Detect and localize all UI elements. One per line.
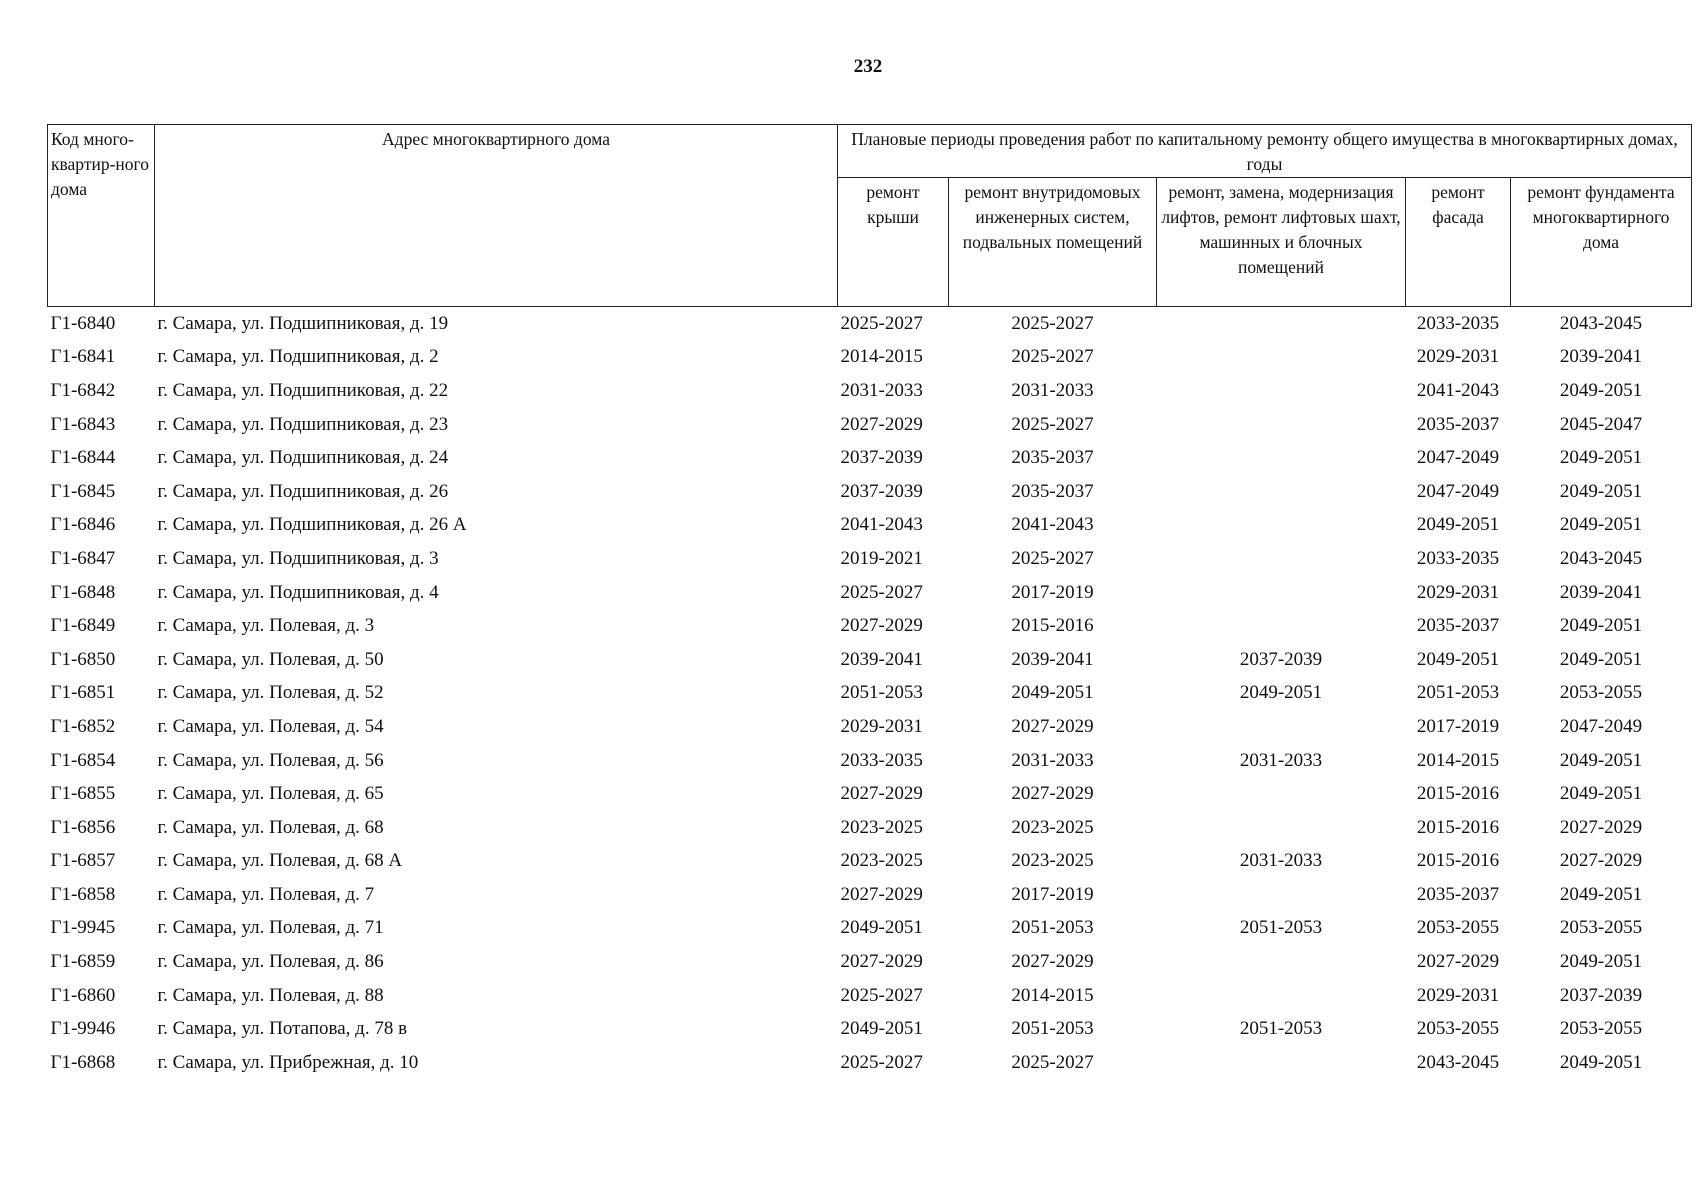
cell-code: Г1-6849 bbox=[50, 615, 116, 637]
cell-address: г. Самара, ул. Подшипниковая, д. 2 bbox=[157, 346, 439, 368]
cell-roof: 2027-2029 bbox=[840, 783, 923, 805]
cell-roof: 2027-2029 bbox=[840, 883, 923, 905]
cell-engineering: 2027-2029 bbox=[1011, 951, 1094, 973]
table-row bbox=[48, 811, 1692, 845]
cell-foundation: 2049-2051 bbox=[1559, 1051, 1643, 1073]
cell-facade: 2015-2016 bbox=[1416, 816, 1500, 838]
cell-roof: 2039-2041 bbox=[840, 648, 923, 670]
cell-roof: 2051-2053 bbox=[840, 682, 923, 704]
cell-address: г. Самара, ул. Полевая, д. 54 bbox=[157, 715, 384, 737]
cell-foundation: 2049-2051 bbox=[1559, 379, 1643, 401]
cell-foundation: 2049-2051 bbox=[1559, 951, 1643, 973]
cell-engineering: 2025-2027 bbox=[1011, 547, 1094, 569]
header-periods-group: Плановые периоды проведения работ по капитальному ремонту общего имущества в многоквартирных домах, годы bbox=[838, 125, 1692, 178]
cell-address: г. Самара, ул. Подшипниковая, д. 3 bbox=[157, 547, 439, 569]
cell-elevator bbox=[1157, 374, 1406, 408]
cell-code: Г1-6843 bbox=[50, 413, 116, 435]
cell-engineering: 2031-2033 bbox=[1011, 379, 1094, 401]
cell-code: Г1-6856 bbox=[50, 816, 116, 838]
cell-engineering: 2025-2027 bbox=[1011, 413, 1094, 435]
cell-roof: 2049-2051 bbox=[840, 917, 923, 939]
cell-facade: 2017-2019 bbox=[1416, 715, 1500, 737]
cell-roof: 2041-2043 bbox=[840, 514, 923, 536]
cell-elevator bbox=[1157, 341, 1406, 375]
cell-address: г. Самара, ул. Полевая, д. 88 bbox=[157, 984, 384, 1006]
cell-code: Г1-9945 bbox=[50, 917, 116, 939]
cell-elevator: 2049-2051 bbox=[1239, 682, 1323, 704]
cell-foundation: 2049-2051 bbox=[1559, 883, 1643, 905]
cell-foundation: 2049-2051 bbox=[1559, 615, 1643, 637]
cell-foundation: 2049-2051 bbox=[1559, 648, 1643, 670]
table-row bbox=[48, 341, 1692, 375]
cell-code: Г1-6857 bbox=[50, 850, 116, 872]
header-address: Адрес многоквартирного дома bbox=[155, 125, 838, 307]
page-number: 232 bbox=[853, 56, 883, 77]
cell-code: Г1-6860 bbox=[50, 984, 116, 1006]
cell-engineering: 2041-2043 bbox=[1011, 514, 1094, 536]
cell-code: Г1-6854 bbox=[50, 749, 116, 771]
cell-facade: 2035-2037 bbox=[1416, 615, 1500, 637]
cell-facade: 2049-2051 bbox=[1416, 648, 1500, 670]
cell-roof: 2029-2031 bbox=[840, 715, 923, 737]
cell-elevator bbox=[1157, 1046, 1406, 1080]
cell-facade: 2051-2053 bbox=[1416, 682, 1500, 704]
cell-roof: 2027-2029 bbox=[840, 413, 923, 435]
cell-engineering: 2051-2053 bbox=[1011, 1018, 1094, 1040]
cell-code: Г1-6868 bbox=[50, 1051, 116, 1073]
cell-address: г. Самара, ул. Полевая, д. 68 А bbox=[157, 850, 403, 872]
cell-facade: 2029-2031 bbox=[1416, 984, 1500, 1006]
cell-facade: 2041-2043 bbox=[1416, 379, 1500, 401]
cell-elevator bbox=[1157, 509, 1406, 543]
cell-foundation: 2049-2051 bbox=[1559, 514, 1643, 536]
cell-facade: 2047-2049 bbox=[1416, 480, 1500, 502]
cell-address: г. Самара, ул. Подшипниковая, д. 26 bbox=[157, 480, 449, 502]
cell-facade: 2049-2051 bbox=[1416, 514, 1500, 536]
cell-foundation: 2049-2051 bbox=[1559, 447, 1643, 469]
table-row bbox=[48, 979, 1692, 1013]
cell-engineering: 2017-2019 bbox=[1011, 883, 1094, 905]
cell-elevator bbox=[1157, 576, 1406, 610]
header-elevator: ремонт, замена, модернизация лифтов, ремонт лифтовых шахт, машинных и блочных помещений bbox=[1157, 178, 1406, 307]
cell-facade: 2053-2055 bbox=[1416, 917, 1500, 939]
header-facade: ремонт фасада bbox=[1406, 178, 1511, 307]
cell-facade: 2033-2035 bbox=[1416, 547, 1500, 569]
cell-elevator: 2051-2053 bbox=[1239, 917, 1323, 939]
cell-engineering: 2035-2037 bbox=[1011, 480, 1094, 502]
cell-foundation: 2047-2049 bbox=[1559, 715, 1643, 737]
table-row bbox=[48, 878, 1692, 912]
cell-facade: 2035-2037 bbox=[1416, 413, 1500, 435]
header-code: Код много-квартир-ного дома bbox=[48, 125, 155, 307]
cell-foundation: 2037-2039 bbox=[1559, 984, 1643, 1006]
cell-facade: 2015-2016 bbox=[1416, 783, 1500, 805]
cell-code: Г1-6851 bbox=[50, 682, 116, 704]
cell-code: Г1-6840 bbox=[50, 312, 116, 334]
cell-facade: 2029-2031 bbox=[1416, 346, 1500, 368]
cell-engineering: 2027-2029 bbox=[1011, 783, 1094, 805]
cell-engineering: 2035-2037 bbox=[1011, 447, 1094, 469]
cell-engineering: 2025-2027 bbox=[1011, 346, 1094, 368]
cell-address: г. Самара, ул. Полевая, д. 52 bbox=[157, 682, 384, 704]
cell-facade: 2029-2031 bbox=[1416, 581, 1500, 603]
table-row bbox=[48, 1012, 1692, 1046]
cell-address: г. Самара, ул. Подшипниковая, д. 4 bbox=[157, 581, 439, 603]
cell-address: г. Самара, ул. Подшипниковая, д. 26 А bbox=[157, 514, 467, 536]
cell-address: г. Самара, ул. Полевая, д. 56 bbox=[157, 749, 384, 771]
cell-code: Г1-6859 bbox=[50, 951, 116, 973]
cell-elevator: 2031-2033 bbox=[1239, 850, 1323, 872]
cell-roof: 2023-2025 bbox=[840, 850, 923, 872]
cell-address: г. Самара, ул. Полевая, д. 71 bbox=[157, 917, 384, 939]
cell-engineering: 2031-2033 bbox=[1011, 749, 1094, 771]
cell-address: г. Самара, ул. Подшипниковая, д. 19 bbox=[157, 312, 449, 334]
cell-foundation: 2053-2055 bbox=[1559, 682, 1643, 704]
cell-roof: 2027-2029 bbox=[840, 615, 923, 637]
header-foundation: ремонт фундамента многоквартирного дома bbox=[1511, 178, 1692, 307]
cell-address: г. Самара, ул. Подшипниковая, д. 24 bbox=[157, 447, 449, 469]
cell-foundation: 2049-2051 bbox=[1559, 480, 1643, 502]
cell-code: Г1-6848 bbox=[50, 581, 116, 603]
cell-roof: 2023-2025 bbox=[840, 816, 923, 838]
cell-address: г. Самара, ул. Полевая, д. 68 bbox=[157, 816, 384, 838]
cell-foundation: 2039-2041 bbox=[1559, 346, 1643, 368]
cell-roof: 2025-2027 bbox=[840, 984, 923, 1006]
cell-code: Г1-6850 bbox=[50, 648, 116, 670]
cell-elevator bbox=[1157, 408, 1406, 442]
cell-roof: 2033-2035 bbox=[840, 749, 923, 771]
cell-roof: 2037-2039 bbox=[840, 447, 923, 469]
cell-engineering: 2049-2051 bbox=[1011, 682, 1094, 704]
cell-elevator: 2037-2039 bbox=[1239, 648, 1323, 670]
cell-code: Г1-6845 bbox=[50, 480, 116, 502]
cell-address: г. Самара, ул. Полевая, д. 7 bbox=[157, 883, 375, 905]
cell-foundation: 2027-2029 bbox=[1559, 816, 1643, 838]
cell-elevator bbox=[1157, 878, 1406, 912]
cell-address: г. Самара, ул. Подшипниковая, д. 22 bbox=[157, 379, 449, 401]
capital-repair-schedule-table bbox=[47, 124, 1692, 1080]
cell-roof: 2025-2027 bbox=[840, 312, 923, 334]
table-row bbox=[48, 845, 1692, 879]
table-row bbox=[48, 1046, 1692, 1080]
cell-foundation: 2027-2029 bbox=[1559, 850, 1643, 872]
cell-foundation: 2049-2051 bbox=[1559, 783, 1643, 805]
cell-elevator bbox=[1157, 811, 1406, 845]
cell-facade: 2033-2035 bbox=[1416, 312, 1500, 334]
table-row bbox=[48, 307, 1692, 341]
cell-elevator bbox=[1157, 777, 1406, 811]
cell-code: Г1-6858 bbox=[50, 883, 116, 905]
cell-elevator bbox=[1157, 979, 1406, 1013]
table-row bbox=[48, 374, 1692, 408]
cell-foundation: 2039-2041 bbox=[1559, 581, 1643, 603]
cell-elevator: 2051-2053 bbox=[1239, 1018, 1323, 1040]
cell-elevator bbox=[1157, 945, 1406, 979]
header-engineering: ремонт внутридомовых инженерных систем, подвальных помещений bbox=[949, 178, 1157, 307]
table-row bbox=[48, 509, 1692, 543]
cell-engineering: 2027-2029 bbox=[1011, 715, 1094, 737]
cell-engineering: 2014-2015 bbox=[1011, 984, 1094, 1006]
table-row bbox=[48, 576, 1692, 610]
cell-roof: 2037-2039 bbox=[840, 480, 923, 502]
cell-engineering: 2025-2027 bbox=[1011, 1051, 1094, 1073]
table-row bbox=[48, 475, 1692, 509]
cell-engineering: 2015-2016 bbox=[1011, 615, 1094, 637]
table-row bbox=[48, 744, 1692, 778]
cell-facade: 2027-2029 bbox=[1416, 951, 1500, 973]
document-sheet bbox=[47, 124, 1691, 1080]
cell-roof: 2027-2029 bbox=[840, 951, 923, 973]
cell-elevator bbox=[1157, 475, 1406, 509]
cell-code: Г1-6841 bbox=[50, 346, 116, 368]
table-row bbox=[48, 710, 1692, 744]
cell-engineering: 2051-2053 bbox=[1011, 917, 1094, 939]
cell-address: г. Самара, ул. Полевая, д. 86 bbox=[157, 951, 384, 973]
cell-facade: 2014-2015 bbox=[1416, 749, 1500, 771]
cell-facade: 2035-2037 bbox=[1416, 883, 1500, 905]
cell-engineering: 2023-2025 bbox=[1011, 850, 1094, 872]
cell-code: Г1-9946 bbox=[50, 1018, 116, 1040]
cell-code: Г1-6847 bbox=[50, 547, 116, 569]
cell-elevator bbox=[1157, 441, 1406, 475]
cell-facade: 2015-2016 bbox=[1416, 850, 1500, 872]
cell-roof: 2025-2027 bbox=[840, 1051, 923, 1073]
table-row bbox=[48, 777, 1692, 811]
cell-roof: 2025-2027 bbox=[840, 581, 923, 603]
cell-foundation: 2049-2051 bbox=[1559, 749, 1643, 771]
cell-engineering: 2017-2019 bbox=[1011, 581, 1094, 603]
cell-code: Г1-6846 bbox=[50, 514, 116, 536]
cell-elevator bbox=[1157, 710, 1406, 744]
table-row bbox=[48, 542, 1692, 576]
cell-engineering: 2023-2025 bbox=[1011, 816, 1094, 838]
cell-address: г. Самара, ул. Прибрежная, д. 10 bbox=[157, 1051, 419, 1073]
table-row bbox=[48, 643, 1692, 677]
table-body bbox=[48, 307, 1692, 1080]
cell-roof: 2014-2015 bbox=[840, 346, 923, 368]
table-row bbox=[48, 677, 1692, 711]
cell-roof: 2049-2051 bbox=[840, 1018, 923, 1040]
cell-address: г. Самара, ул. Полевая, д. 65 bbox=[157, 783, 384, 805]
cell-facade: 2053-2055 bbox=[1416, 1018, 1500, 1040]
cell-address: г. Самара, ул. Потапова, д. 78 в bbox=[157, 1018, 408, 1040]
cell-elevator: 2031-2033 bbox=[1239, 749, 1323, 771]
cell-foundation: 2045-2047 bbox=[1559, 413, 1643, 435]
header-roof: ремонт крыши bbox=[838, 178, 949, 307]
cell-address: г. Самара, ул. Полевая, д. 50 bbox=[157, 648, 384, 670]
table-row bbox=[48, 609, 1692, 643]
table-header bbox=[48, 125, 1692, 307]
cell-engineering: 2039-2041 bbox=[1011, 648, 1094, 670]
cell-code: Г1-6852 bbox=[50, 715, 116, 737]
cell-code: Г1-6855 bbox=[50, 783, 116, 805]
cell-facade: 2047-2049 bbox=[1416, 447, 1500, 469]
cell-code: Г1-6844 bbox=[50, 447, 116, 469]
cell-foundation: 2043-2045 bbox=[1559, 547, 1643, 569]
cell-foundation: 2043-2045 bbox=[1559, 312, 1643, 334]
table-row bbox=[48, 441, 1692, 475]
cell-roof: 2031-2033 bbox=[840, 379, 923, 401]
cell-facade: 2043-2045 bbox=[1416, 1051, 1500, 1073]
table-row bbox=[48, 945, 1692, 979]
cell-elevator bbox=[1157, 609, 1406, 643]
table-row bbox=[48, 408, 1692, 442]
cell-elevator bbox=[1157, 307, 1406, 341]
table-row bbox=[48, 912, 1692, 946]
cell-elevator bbox=[1157, 542, 1406, 576]
cell-foundation: 2053-2055 bbox=[1559, 917, 1643, 939]
cell-address: г. Самара, ул. Полевая, д. 3 bbox=[157, 615, 375, 637]
cell-engineering: 2025-2027 bbox=[1011, 312, 1094, 334]
cell-roof: 2019-2021 bbox=[840, 547, 923, 569]
cell-address: г. Самара, ул. Подшипниковая, д. 23 bbox=[157, 413, 449, 435]
cell-code: Г1-6842 bbox=[50, 379, 116, 401]
cell-foundation: 2053-2055 bbox=[1559, 1018, 1643, 1040]
